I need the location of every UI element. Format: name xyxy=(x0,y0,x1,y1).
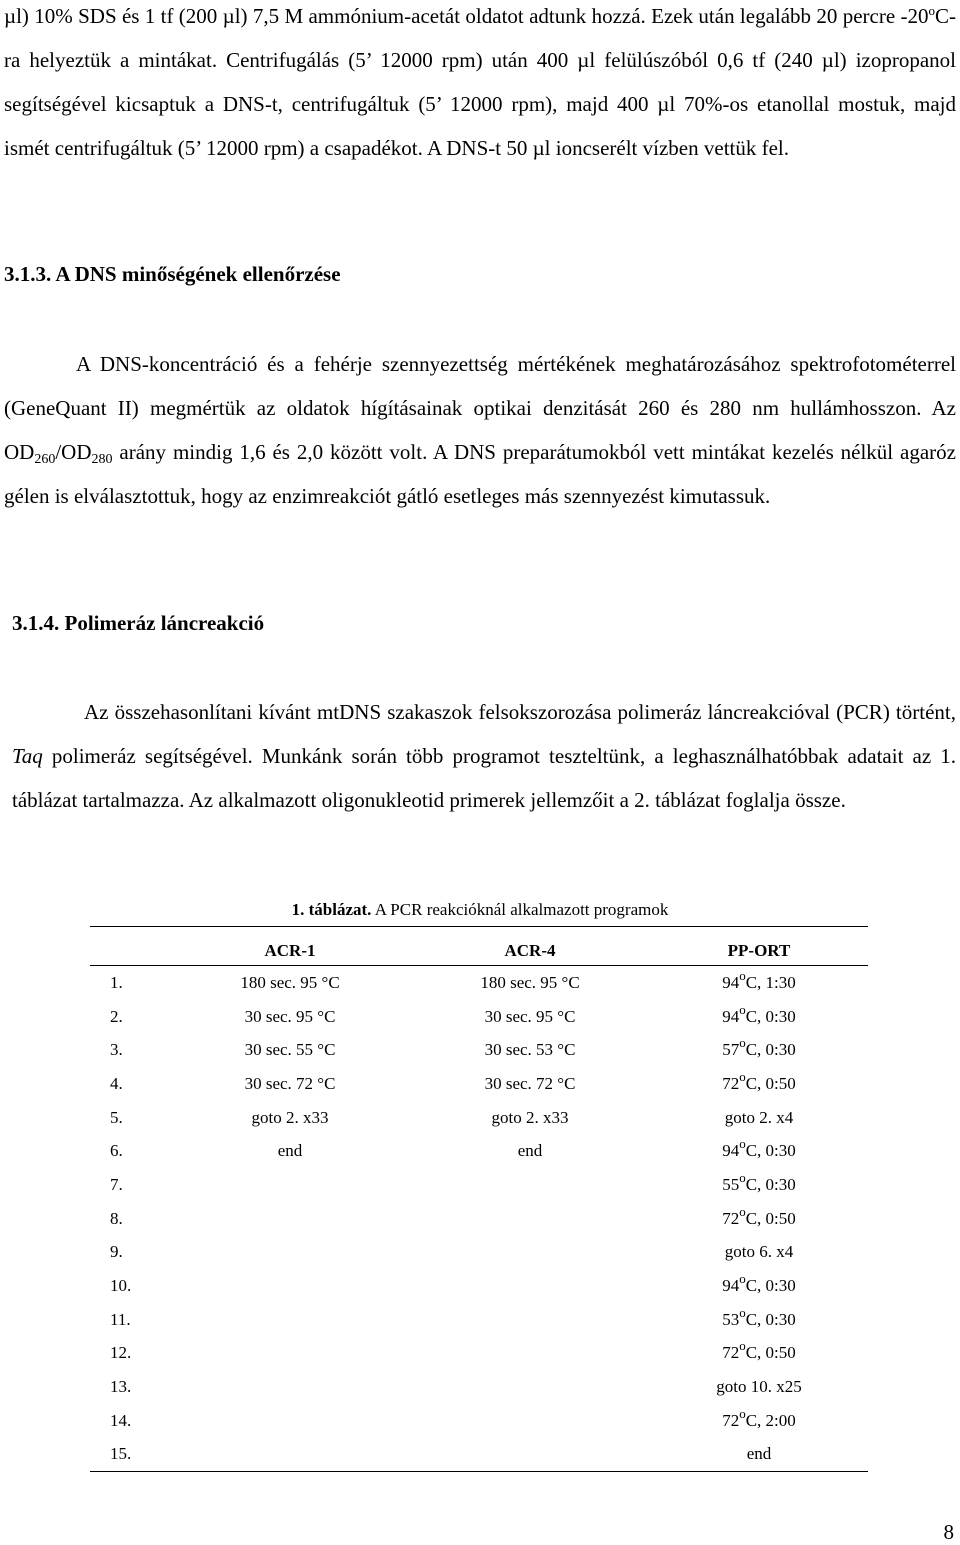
step-number: 15. xyxy=(90,1438,170,1472)
pp-ort-cell xyxy=(650,1269,868,1303)
table-row xyxy=(90,1202,868,1236)
table-row xyxy=(90,1101,868,1135)
acr4-cell xyxy=(410,1303,650,1337)
table-row xyxy=(90,1438,868,1472)
acr4-cell: goto 2. x33 xyxy=(491,1107,569,1127)
section-314-paragraph xyxy=(12,690,956,822)
step-number: 12. xyxy=(110,1343,132,1363)
table-row xyxy=(90,1337,868,1371)
header-pp-ort: PP-ORT xyxy=(650,927,868,966)
acr4-cell: 30 sec. 72 °C xyxy=(484,1073,576,1093)
pp-ort-cell xyxy=(650,1236,868,1270)
step-number: 3. xyxy=(110,1040,123,1060)
pp-ort-cell xyxy=(650,1370,868,1404)
intro-paragraph xyxy=(4,0,956,170)
pp-ort-value-rest: C, 0:30 xyxy=(745,1006,796,1026)
acr1-cell: goto 2. x33 xyxy=(251,1107,329,1127)
table-row xyxy=(90,1067,868,1101)
taq-italic: Taq xyxy=(12,744,43,768)
pp-ort-value: 55 xyxy=(722,1174,740,1194)
pp-ort-cell xyxy=(650,1438,868,1472)
degree-sup: o xyxy=(739,1271,746,1287)
step-number: 9. xyxy=(110,1242,123,1262)
pp-ort-cell xyxy=(650,1000,868,1034)
pp-ort-cell xyxy=(650,1337,868,1371)
pp-ort-value-rest: C, 0:50 xyxy=(745,1073,796,1093)
table-row xyxy=(90,1236,868,1270)
acr1-cell xyxy=(170,1370,410,1404)
pp-ort-cell xyxy=(650,1202,868,1236)
pp-ort-cell xyxy=(650,966,868,1000)
step-number: 10. xyxy=(110,1276,132,1296)
acr1-cell xyxy=(170,1236,410,1270)
acr4-cell xyxy=(410,1337,650,1371)
pp-ort-value: 72 xyxy=(722,1073,740,1093)
section-313-heading: 3.1.3. A DNS minőségének ellenőrzése xyxy=(4,262,341,286)
acr4-cell xyxy=(410,1202,650,1236)
degree-sup: o xyxy=(739,1035,746,1051)
pp-ort-cell xyxy=(650,1101,868,1135)
acr4-cell: 180 sec. 95 °C xyxy=(480,972,580,992)
pp-ort-value-rest: C, 2:00 xyxy=(745,1410,796,1430)
pp-ort-value-rest: C, 0:30 xyxy=(745,1309,796,1329)
header-step xyxy=(90,927,170,966)
section-314-text-a: Az összehasonlítani kívánt mtDNS szakaszok felsokszorozása polimeráz láncreakcióval (PCR) történt, xyxy=(84,700,956,724)
pp-ort-value-rest: C, 0:50 xyxy=(745,1208,796,1228)
step-number: 6. xyxy=(110,1141,123,1161)
step-number: 5. xyxy=(110,1107,123,1127)
pp-ort-value: 72 xyxy=(722,1343,740,1363)
intro-text-b: C-ra helyeztük a mintákat. Centrifugálás (5’ 12000 rpm) után 400 µl felülúszóból 0,6 tf (240 µl) izopropanol segítségével kicsaptuk a DNS-t, centrifugáltuk (5’ 12000 rpm), majd 400 µl 70%-os etanollal mostuk, majd ismét centrifugáltuk (5’ 12000 rpm) a csapadékot. A DNS-t 50 µl ioncserélt vízben vettük fel. xyxy=(4,4,956,160)
pp-ort-value: 94 xyxy=(722,1276,740,1296)
pp-ort-cell xyxy=(650,1134,868,1168)
pp-ort-cell xyxy=(650,1303,868,1337)
table-row xyxy=(90,1303,868,1337)
pp-ort-value: goto 6. x4 xyxy=(724,1242,794,1262)
acr1-cell xyxy=(170,1168,410,1202)
step-number: 8. xyxy=(110,1208,123,1228)
step-number: 2. xyxy=(110,1006,123,1026)
step-number: 1. xyxy=(110,972,123,992)
degree-sup: o xyxy=(739,1068,746,1084)
acr1-cell: end xyxy=(277,1141,303,1161)
pp-ort-value-rest: C, 0:30 xyxy=(745,1141,796,1161)
table-row xyxy=(90,966,868,1000)
acr1-cell: 30 sec. 95 °C xyxy=(244,1006,336,1026)
degree-sup: o xyxy=(739,1203,746,1219)
acr4-cell xyxy=(410,1236,650,1270)
section-313-text-a: A DNS-koncentráció és a fehérje szennyezettség mértékének meghatározásához spektrofotométerrel (GeneQuant II) megmértük az oldatok hígításainak optikai denzitását 260 és 280 nm hullámhosszon. Az OD xyxy=(4,352,956,464)
table-caption xyxy=(0,900,960,920)
acr1-cell xyxy=(170,1438,410,1472)
pp-ort-cell xyxy=(650,1033,868,1067)
table-row xyxy=(90,1269,868,1303)
step-number: 13. xyxy=(110,1377,132,1397)
pp-ort-value: 72 xyxy=(722,1410,740,1430)
pp-ort-cell xyxy=(650,1067,868,1101)
pp-ort-cell xyxy=(650,1404,868,1438)
acr4-cell xyxy=(410,1370,650,1404)
section-313-paragraph xyxy=(4,342,956,518)
section-314-heading: 3.1.4. Polimeráz láncreakció xyxy=(12,611,265,635)
degree-sup: o xyxy=(739,1304,746,1320)
degree-sup: o xyxy=(739,1338,746,1354)
degree-sup: o xyxy=(739,1136,746,1152)
degree-sup: o xyxy=(739,1169,746,1185)
table-row xyxy=(90,1370,868,1404)
intro-text-a: µl) 10% SDS és 1 tf (200 µl) 7,5 M ammónium-acetát oldatot adtunk hozzá. Ezek után legalább 20 percre -20 xyxy=(4,4,929,28)
section-313-text-c: arány mindig 1,6 és 2,0 között volt. A DNS preparátumokból vett mintákat kezelés nélkül agaróz gélen is elválasztottuk, hogy az enzimreakciót gátló esetleges más szennyezést kimutassuk. xyxy=(4,440,956,508)
pp-ort-value-rest: C, 0:30 xyxy=(745,1174,796,1194)
table-caption-text: A PCR reakcióknál alkalmazott programok xyxy=(371,900,669,919)
degree-sup: o xyxy=(739,1001,746,1017)
acr4-cell xyxy=(410,1168,650,1202)
acr1-cell: 30 sec. 72 °C xyxy=(244,1073,336,1093)
pcr-programs-table xyxy=(90,926,868,1472)
header-acr4: ACR-4 xyxy=(410,927,650,966)
pp-ort-value-rest: C, 1:30 xyxy=(745,972,796,992)
table-row xyxy=(90,1000,868,1034)
acr1-cell xyxy=(170,1303,410,1337)
step-number: 7. xyxy=(110,1174,123,1194)
od-260-sub: 260 xyxy=(34,452,56,467)
pp-ort-value: 57 xyxy=(722,1040,740,1060)
pp-ort-value: 94 xyxy=(722,1006,740,1026)
pp-ort-value: 72 xyxy=(722,1208,740,1228)
table-caption-label: 1. táblázat. xyxy=(291,900,372,919)
pp-ort-value-rest: C, 0:50 xyxy=(745,1343,796,1363)
pp-ort-value: end xyxy=(746,1444,772,1464)
pp-ort-cell xyxy=(650,1168,868,1202)
acr4-cell xyxy=(410,1404,650,1438)
table-header-row xyxy=(90,927,868,966)
acr4-cell: 30 sec. 95 °C xyxy=(484,1006,576,1026)
table-row xyxy=(90,1404,868,1438)
pp-ort-value: 94 xyxy=(722,1141,740,1161)
step-number: 11. xyxy=(110,1309,131,1329)
table-row xyxy=(90,1033,868,1067)
pp-ort-value-rest: C, 0:30 xyxy=(745,1040,796,1060)
acr1-cell xyxy=(170,1337,410,1371)
pp-ort-value: goto 10. x25 xyxy=(716,1377,802,1397)
pp-ort-value: goto 2. x4 xyxy=(724,1107,794,1127)
step-number: 4. xyxy=(110,1073,123,1093)
acr4-cell: 30 sec. 53 °C xyxy=(484,1040,576,1060)
pp-ort-value: 94 xyxy=(722,972,740,992)
degree-sup: o xyxy=(928,3,935,18)
pp-ort-value-rest: C, 0:30 xyxy=(745,1276,796,1296)
page-number: 8 xyxy=(943,1520,954,1544)
acr4-cell: end xyxy=(517,1141,543,1161)
acr4-cell xyxy=(410,1438,650,1472)
acr1-cell: 30 sec. 55 °C xyxy=(244,1040,336,1060)
acr1-cell xyxy=(170,1269,410,1303)
acr1-cell xyxy=(170,1202,410,1236)
header-acr1: ACR-1 xyxy=(170,927,410,966)
pp-ort-value: 53 xyxy=(722,1309,740,1329)
section-314-text-b: polimeráz segítségével. Munkánk során több programot teszteltünk, a leghasználhatóbbak adatait az 1. táblázat tartalmazza. Az alkalmazott oligonukleotid primerek jellemzőit a 2. táblázat foglalja össze. xyxy=(12,744,956,812)
step-number: 14. xyxy=(110,1410,132,1430)
table-row xyxy=(90,1134,868,1168)
table-body xyxy=(90,966,868,1472)
od-280-sub: 280 xyxy=(91,452,113,467)
section-313-text-b: /OD xyxy=(55,440,92,464)
acr4-cell xyxy=(410,1269,650,1303)
table-row xyxy=(90,1168,868,1202)
degree-sup: o xyxy=(739,967,746,983)
acr1-cell xyxy=(170,1404,410,1438)
degree-sup: o xyxy=(739,1405,746,1421)
acr1-cell: 180 sec. 95 °C xyxy=(240,972,340,992)
